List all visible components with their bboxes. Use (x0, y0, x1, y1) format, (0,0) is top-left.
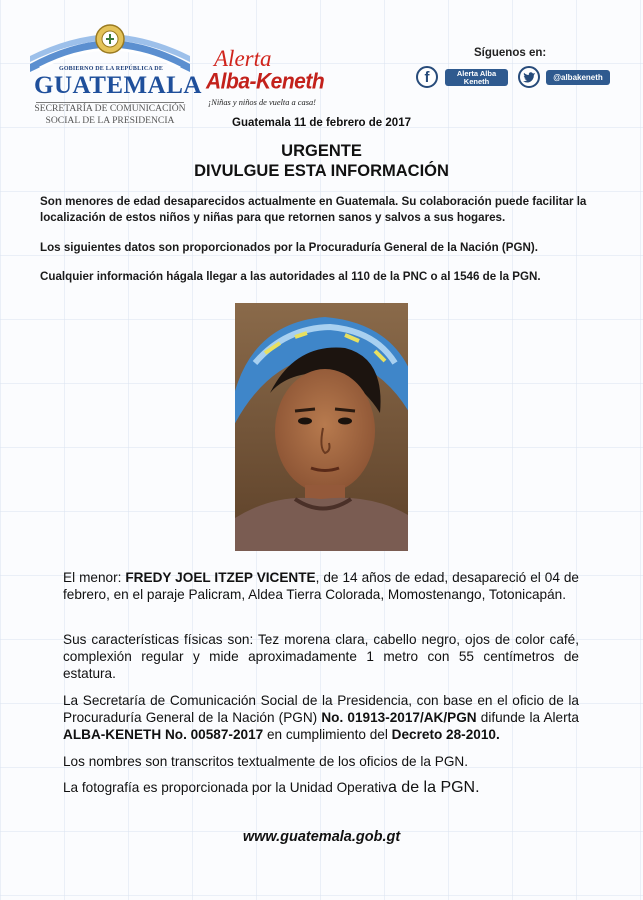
headline-urgent: URGENTE (281, 142, 362, 160)
coat-of-arms-icon (92, 22, 128, 56)
missing-child-paragraph (63, 569, 579, 603)
twitter-bird-icon (520, 68, 538, 86)
follow-us-title: Síguenos en: (474, 47, 547, 59)
website-link[interactable]: www.guatemala.gob.gt (242, 829, 401, 845)
headline-divulgue: DIVULGUE ESTA INFORMACIÓN (194, 162, 449, 180)
missing-details: , de 14 años de edad, desapareció el 04 de febrero, en el paraje Palicram, Aldea Tierra Colorada, Momostenango, Totonicapán. (63, 570, 579, 602)
photo-note-tail: a de la PGN. (387, 779, 480, 796)
alba-keneth-word: Alba-Keneth (206, 69, 325, 94)
child-name: FREDY JOEL ITZEP VICENTE (125, 570, 316, 585)
missing-prefix: El menor: (63, 570, 126, 585)
facebook-label-line2: Keneth (463, 77, 490, 86)
intro-paragraph-1: Son menores de edad desaparecidos actualmente en Guatemala. Su colaboración puede facilitar la localización de estos niños y niñas para que retornen sanos y salvos a sus hogares. (40, 195, 587, 224)
twitter-account-label[interactable]: @albakeneth (546, 70, 610, 85)
intro-paragraph-2: Los siguientes datos son proporcionados por la Procuraduría General de la Nación (PGN). (40, 241, 538, 254)
alerta-tagline: ¡Niñas y niños de vuelta a casa! (208, 98, 316, 107)
twitter-icon[interactable] (518, 66, 540, 88)
intro-paragraph-3: Cualquier información hágala llegar a las autoridades al 110 de la PNC o al 1546 de la PGN. (40, 270, 541, 283)
missing-child-photo (235, 303, 408, 551)
alerta-alba-keneth-logo (204, 46, 344, 112)
guatemala-government-logo (30, 22, 202, 132)
photo-credit-note (63, 779, 579, 796)
bulletin-date: Guatemala 11 de febrero de 2017 (232, 117, 411, 129)
secretaria-text-3: en cumplimiento del (263, 727, 392, 742)
secretaria-text-1: La Secretaría de Comunicación Social de la Presidencia, con base en el oficio de la Procuraduría General de la Nación (PGN) (63, 693, 579, 725)
gov-subtitle-line1: SECRETARÍA DE COMUNICACIÓN (34, 103, 186, 114)
photo-note-text: La fotografía es proporcionada por la Unidad Operativ (63, 780, 388, 795)
secretaria-paragraph (63, 692, 579, 743)
facebook-account-label[interactable] (445, 69, 508, 86)
alerta-number: ALBA-KENETH No. 00587-2017 (63, 727, 264, 742)
gov-small-text: GOBIERNO DE LA REPÚBLICA DE (58, 66, 164, 72)
gov-name: GUATEMALA (34, 72, 202, 99)
portrait-illustration (235, 303, 408, 551)
alerta-word: Alerta (214, 46, 272, 71)
facebook-label-line1: Alerta Alba (456, 69, 497, 78)
names-note: Los nombres son transcritos textualmente de los oficios de la PGN. (63, 754, 468, 769)
decreto-number: Decreto 28-2010. (391, 727, 500, 742)
facebook-icon[interactable]: f (416, 66, 438, 88)
physical-features-paragraph: Sus características físicas son: Tez morena clara, cabello negro, ojos de color café, complexión regular y mide aproximadamente 1 metro con 55 centímetros de estatura. (63, 632, 579, 681)
gov-subtitle-line2: SOCIAL DE LA PRESIDENCIA (45, 115, 175, 126)
oficio-number: No. 01913-2017/AK/PGN (321, 710, 477, 725)
secretaria-text-2: difunde la Alerta (476, 710, 579, 725)
